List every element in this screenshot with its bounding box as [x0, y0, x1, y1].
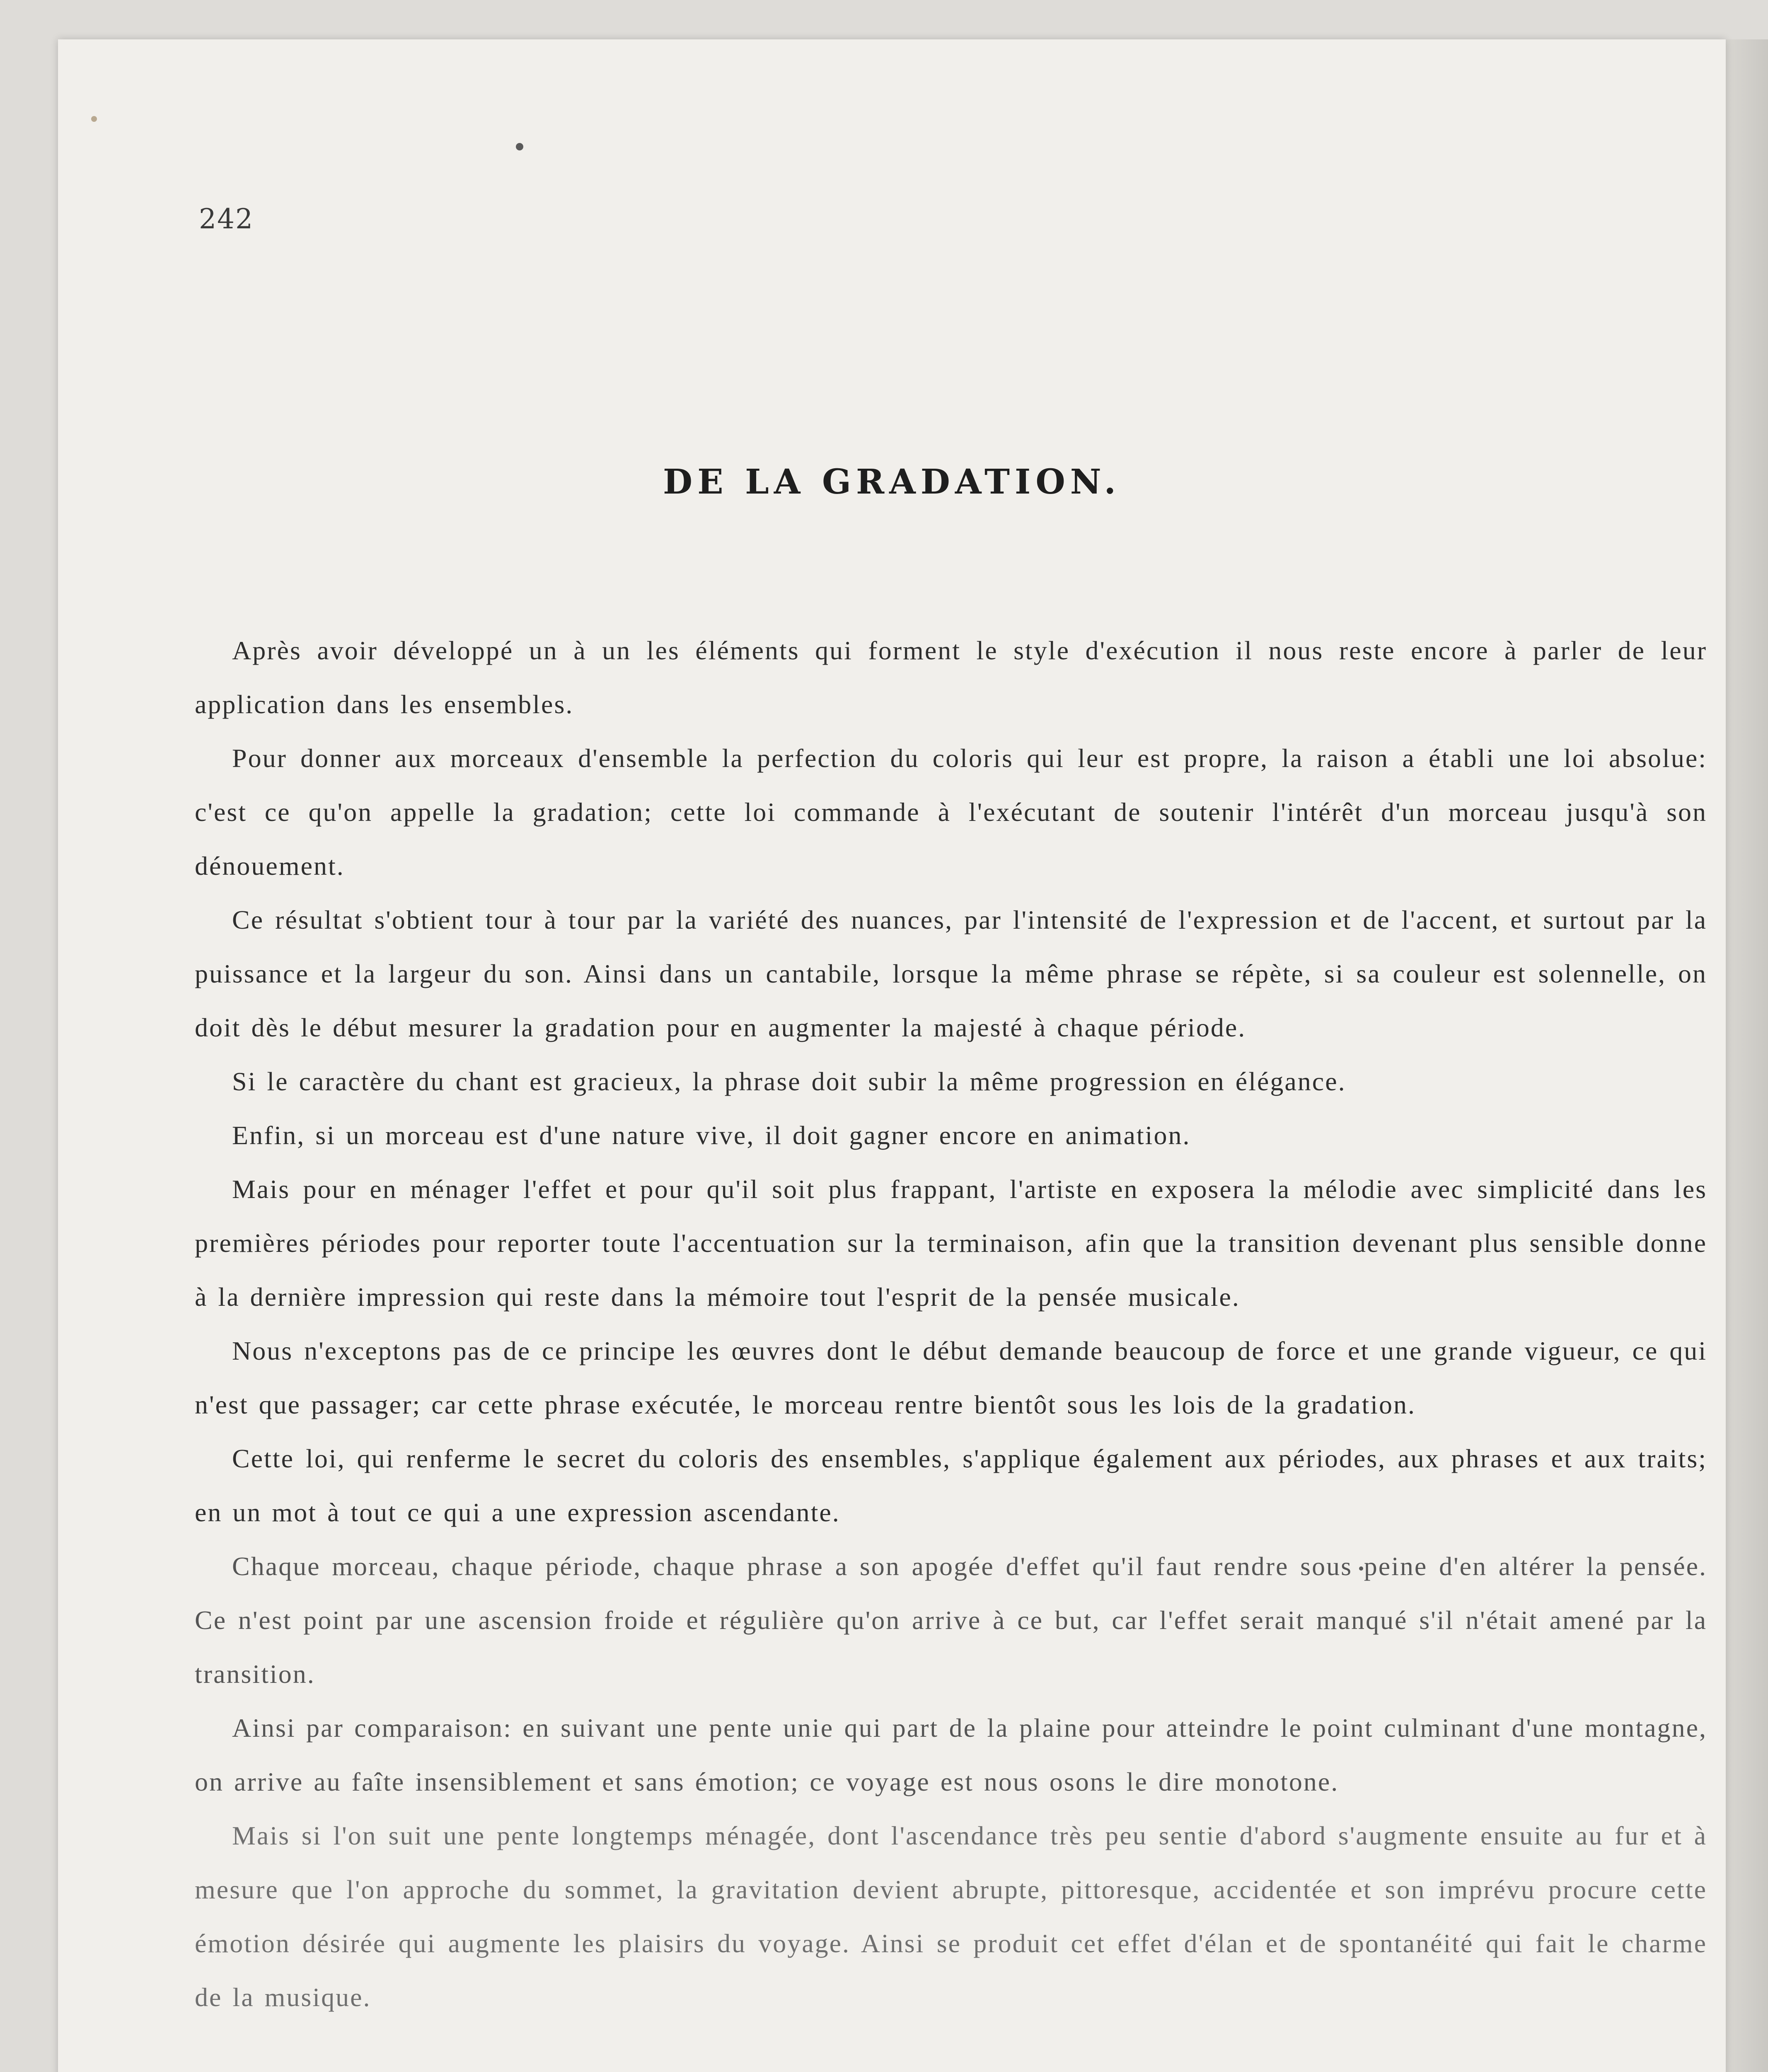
page-title: DE LA GRADATION.	[663, 462, 1121, 502]
paragraph-10: Ainsi par comparaison: en suivant une pente unie qui part de la plaine pour atteindre le point culminant d'une montagne, on arrive au faîte insensiblement et sans émotion; ce voyage est nous osons le dire monotone.	[195, 1713, 1707, 1796]
ink-speck	[91, 116, 97, 122]
paragraph-6: Mais pour en ménager l'effet et pour qu'il soit plus frappant, l'artiste en exposera la mélodie avec simplicité dans les premières périodes pour reporter toute l'accentuation sur la terminaison, afin que la transition devenant plus sensible donne à la dernière impression qui reste dans la mémoire tout l'esprit de la pensée musicale.	[195, 1174, 1707, 1312]
body-text	[195, 624, 1707, 2024]
book-page	[58, 39, 1726, 2072]
paragraph-8: Cette loi, qui renferme le secret du coloris des ensembles, s'applique également aux périodes, aux phrases et aux traits; en un mot à tout ce qui a une expression ascendante.	[195, 1444, 1707, 1527]
paragraph-3: Ce résultat s'obtient tour à tour par la variété des nuances, par l'intensité de l'expression et de l'accent, et surtout par la puissance et la largeur du son. Ainsi dans un cantabile, lorsque la même phrase se répète, si sa couleur est solennelle, on doit dès le début mesurer la gradation pour en augmenter la majesté à chaque période.	[195, 905, 1707, 1042]
page-number: 242	[199, 203, 254, 235]
paragraph-5: Enfin, si un morceau est d'une nature vive, il doit gagner encore en animation.	[232, 1121, 1191, 1150]
ink-speck	[516, 143, 523, 150]
paragraph-11: Mais si l'on suit une pente longtemps ménagée, dont l'ascendance très peu sentie d'abord s'augmente ensuite au fur et à mesure que l'on approche du sommet, la gravitation devient abrupte, pittoresque, accidentée et son imprévu procure cette émotion désirée qui augmente les plaisirs du voyage. Ainsi se produit cet effet d'élan et de spontanéité qui fait le charme de la musique.	[195, 1821, 1707, 2012]
paragraph-1: Après avoir développé un à un les éléments qui forment le style d'exécution il nous reste encore à parler de leur application dans les ensembles.	[195, 636, 1707, 719]
paragraph-7: Nous n'exceptons pas de ce principe les œuvres dont le début demande beaucoup de force et une grande vigueur, ce qui n'est que passager; car cette phrase exécutée, le morceau rentre bientôt sous les lois de la gradation.	[195, 1336, 1707, 1419]
book-gutter	[1726, 39, 1768, 2072]
paragraph-2: Pour donner aux morceaux d'ensemble la perfection du coloris qui leur est propre, la raison a établi une loi absolue: c'est ce qu'on appelle la gradation; cette loi commande à l'exécutant de soutenir l'intérêt d'un morceau jusqu'à son dénouement.	[195, 743, 1707, 881]
paragraph-4: Si le caractère du chant est gracieux, la phrase doit subir la même progression en élégance.	[232, 1067, 1346, 1096]
paragraph-9: Chaque morceau, chaque période, chaque phrase a son apogée d'effet qu'il faut rendre sous peine d'en altérer la pensée. Ce n'est point par une ascension froide et régulière qu'on arrive à ce but, car l'effet serait manqué s'il n'était amené par la transition.	[195, 1552, 1707, 1689]
